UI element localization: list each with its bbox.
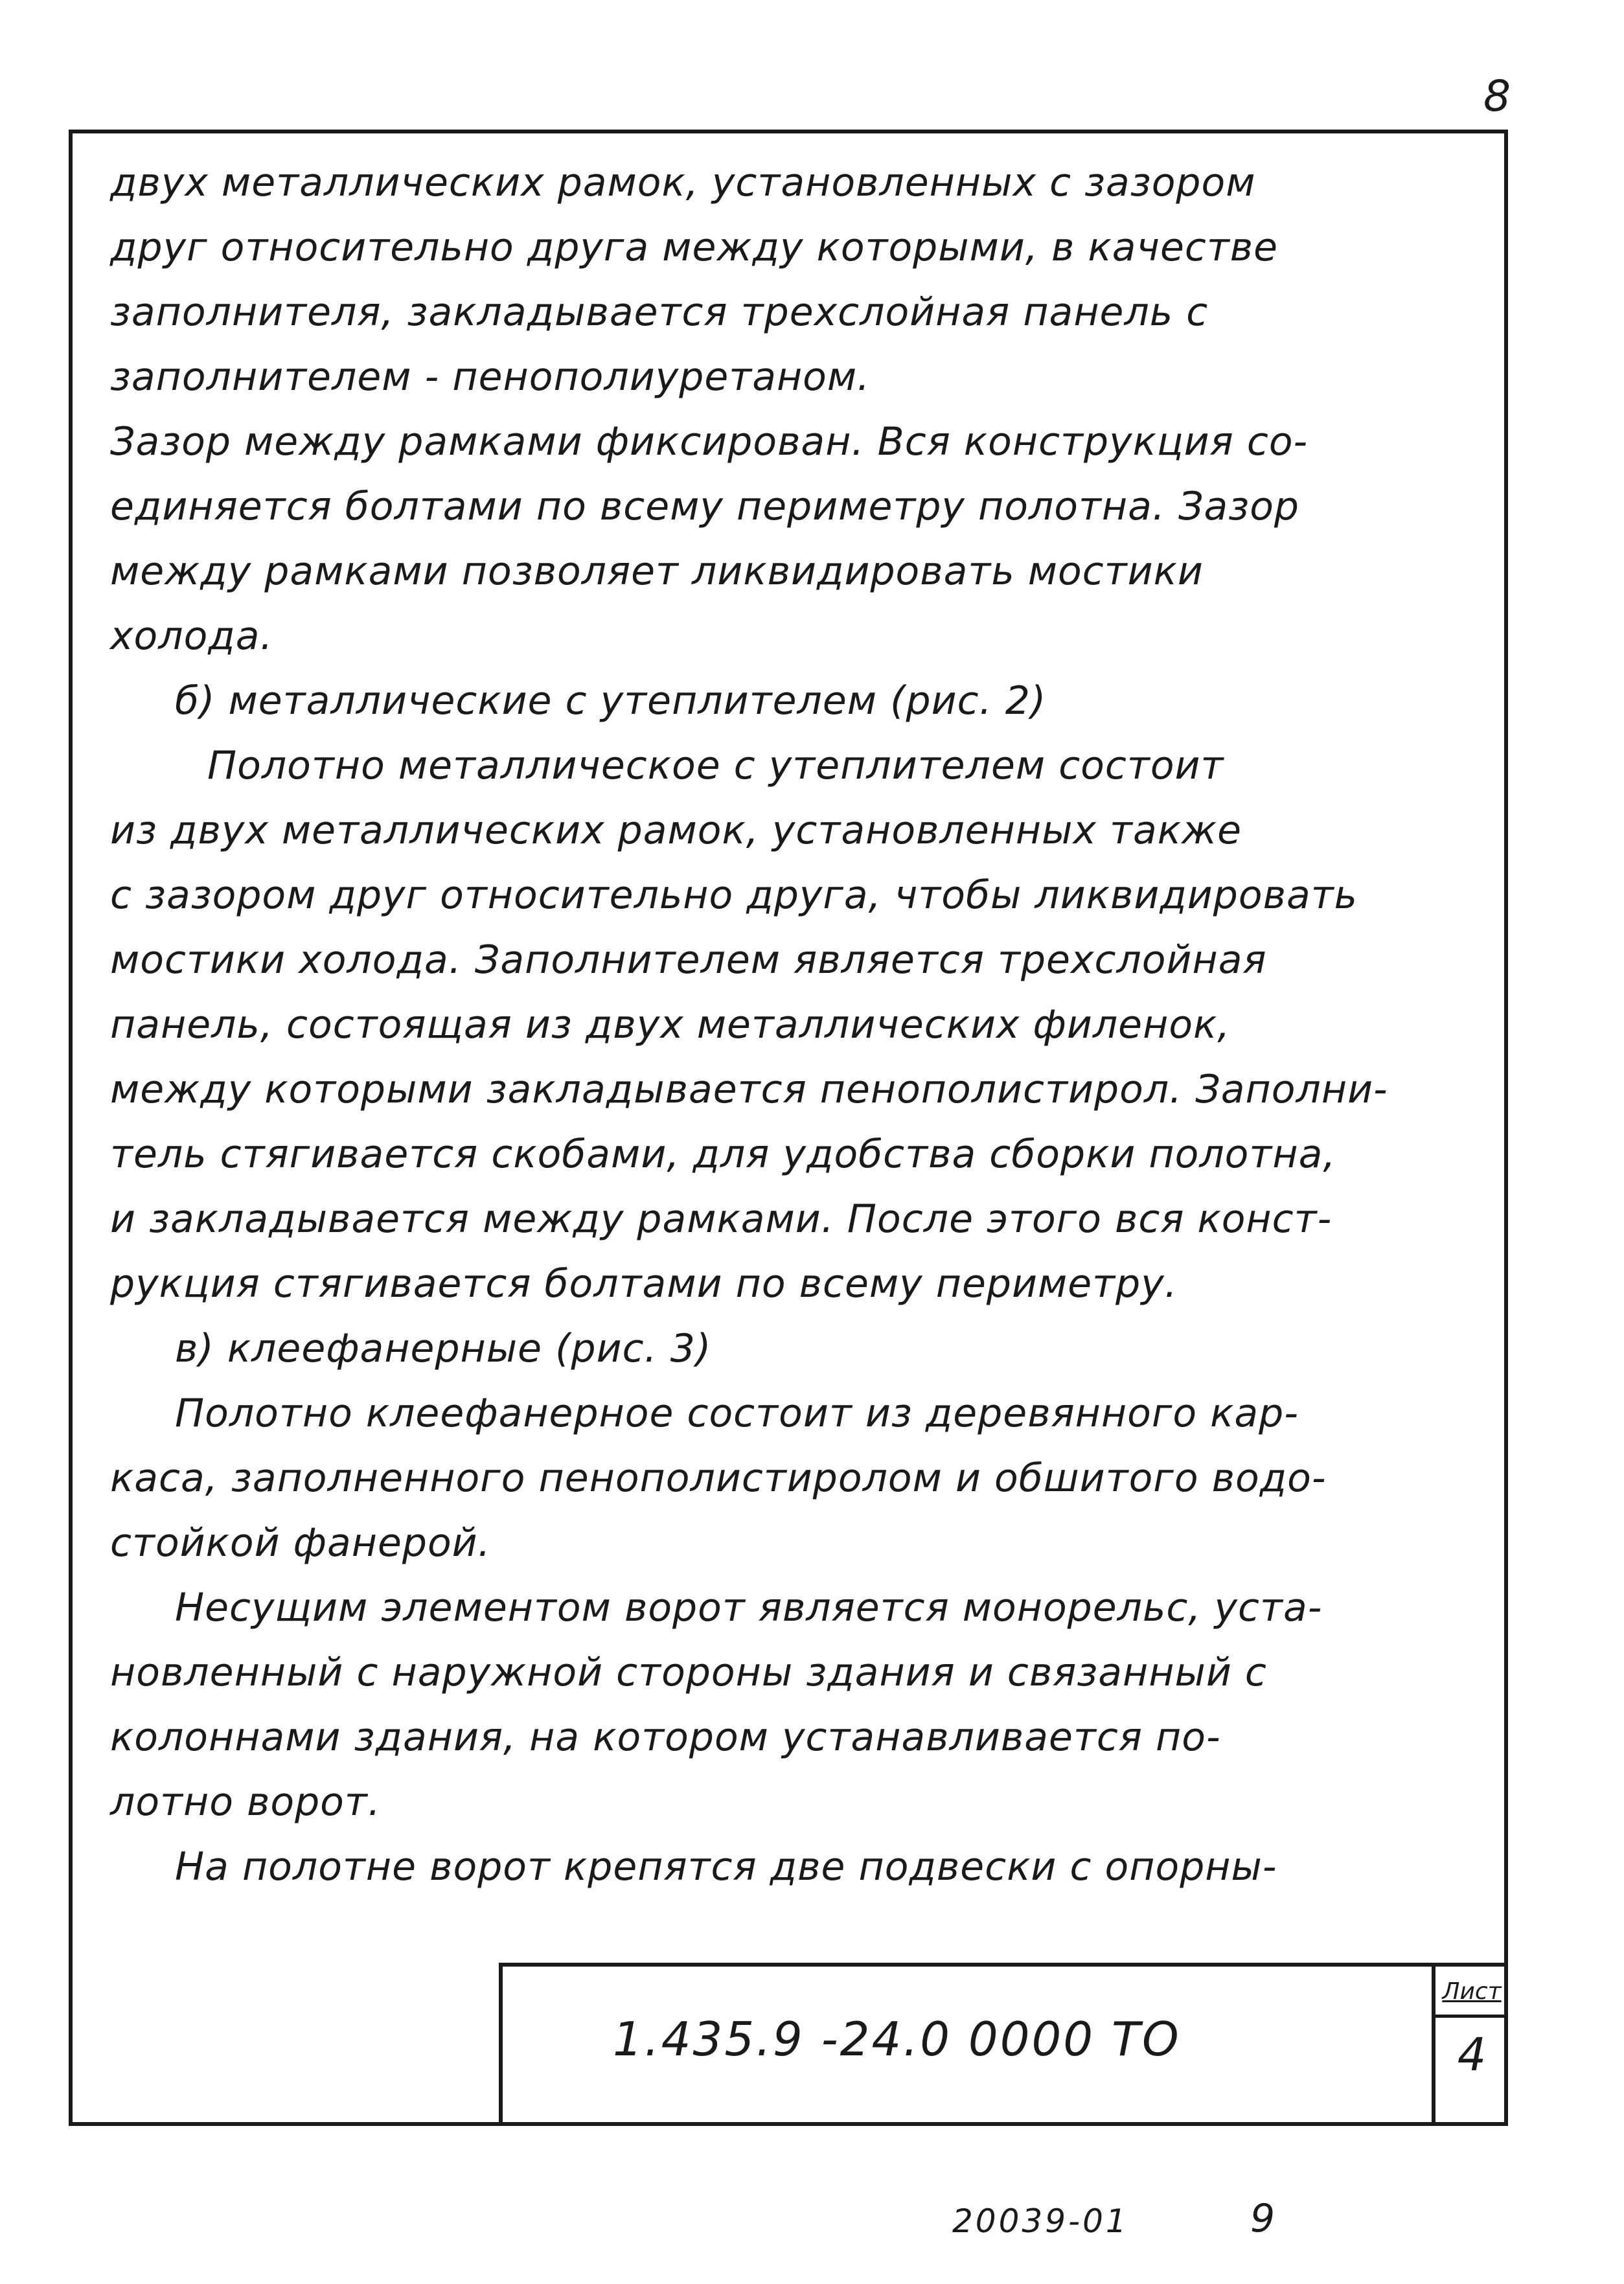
- text-line: колоннами здания, на котором устанавливается по-: [110, 1715, 1221, 1760]
- text-line: друг относительно друга между которыми, в качестве: [110, 225, 1279, 270]
- text-line: рукция стягивается болтами по всему периметру.: [110, 1261, 1178, 1307]
- text-line: заполнителем - пенополиуретаном.: [110, 354, 871, 400]
- text-line: Полотно клеефанерное состоит из деревянного кар-: [175, 1391, 1299, 1436]
- section-heading: б) металлические с утеплителем (рис. 2): [175, 678, 1047, 724]
- text-line: Несущим элементом ворот является монорельс, уста-: [175, 1585, 1323, 1630]
- text-line: тель стягивается скобами, для удобства сборки полотна,: [110, 1132, 1336, 1177]
- body-text: [110, 150, 1483, 1899]
- text-line: лотно ворот.: [110, 1779, 381, 1825]
- text-line: из двух металлических рамок, установленных также: [110, 808, 1242, 853]
- text-line: панель, состоящая из двух металлических филенок,: [110, 1002, 1231, 1047]
- text-line: и закладывается между рамками. После этого вся конст-: [110, 1196, 1332, 1242]
- text-line: заполнителя, закладывается трехслойная панель с: [110, 290, 1209, 335]
- text-line: Полотно металлическое с утеплителем состоит: [207, 743, 1224, 788]
- sheet-label: Лист: [1435, 1969, 1508, 2018]
- footer-code: 20039-01: [952, 2202, 1129, 2240]
- section-heading: в) клеефанерные (рис. 3): [175, 1326, 712, 1371]
- title-block: [499, 1963, 1508, 2126]
- page-number: 8: [1483, 71, 1511, 121]
- text-line: мостики холода. Заполнителем является трехслойная: [110, 937, 1267, 983]
- sheet-cell: [1432, 1967, 1508, 2126]
- text-line: На полотне ворот крепятся две подвески с опорны-: [175, 1844, 1277, 1890]
- text-line: двух металлических рамок, установленных с зазором: [110, 160, 1256, 205]
- text-line: стойкой фанерой.: [110, 1520, 491, 1566]
- text-line: Зазор между рамками фиксирован. Вся конструкция со-: [110, 419, 1309, 464]
- text-line: каса, заполненного пенополистиролом и обшитого водо-: [110, 1456, 1327, 1501]
- text-line: с зазором друг относительно друга, чтобы ликвидировать: [110, 873, 1358, 918]
- text-line: единяется болтами по всему периметру полотна. Зазор: [110, 484, 1299, 529]
- text-line: холода.: [110, 613, 273, 659]
- footer-page: 9: [1250, 2196, 1275, 2241]
- document-code: 1.435.9 -24.0 0000 ТО: [613, 2012, 1181, 2066]
- text-line: новленный с наружной стороны здания и связанный с: [110, 1650, 1267, 1695]
- text-line: между рамками позволяет ликвидировать мостики: [110, 549, 1204, 594]
- sheet-number: 4: [1457, 2028, 1487, 2081]
- text-line: между которыми закладывается пенополистирол. Заполни-: [110, 1067, 1388, 1112]
